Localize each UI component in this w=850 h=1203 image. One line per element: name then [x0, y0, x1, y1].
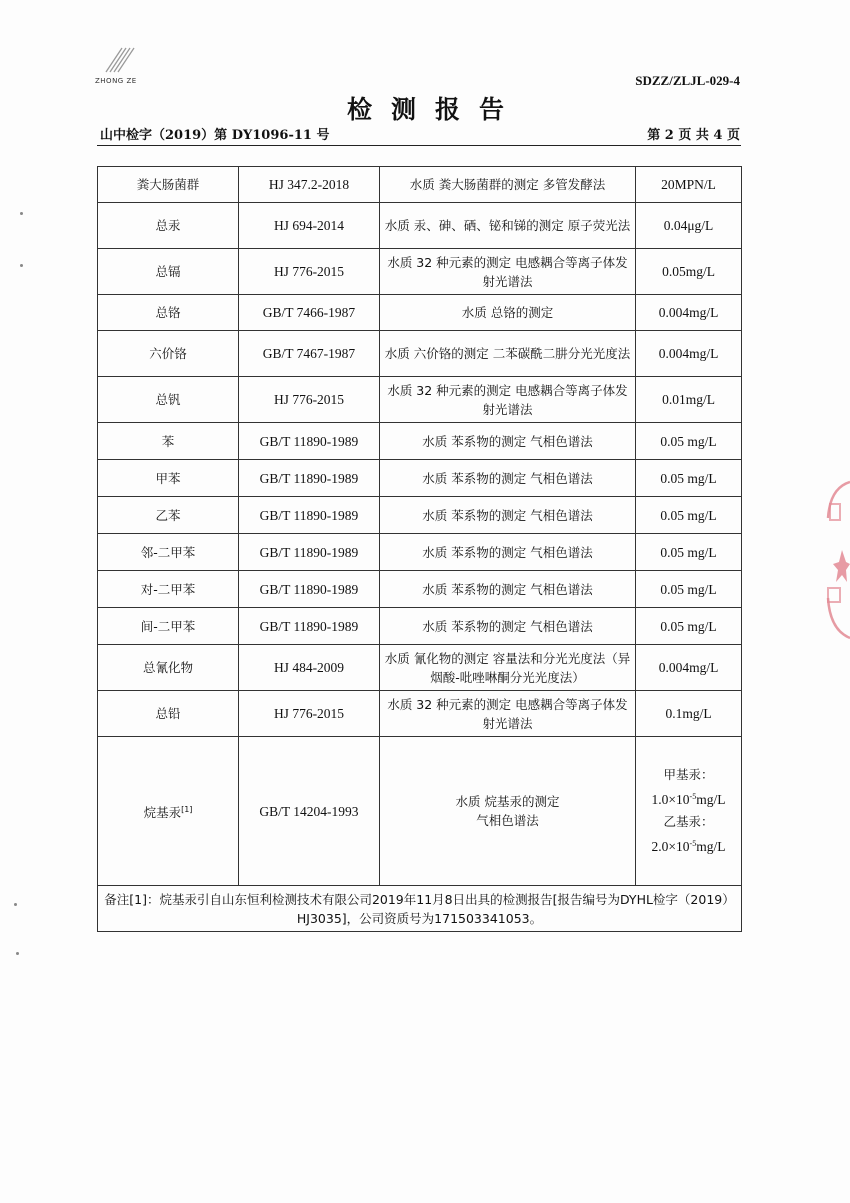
table-row [98, 737, 742, 886]
standard-cell: HJ 347.2-2018 [239, 167, 380, 203]
method-cell: 水质 烷基汞的测定 气相色谱法 [380, 737, 636, 886]
method-cell: 水质 苯系物的测定 气相色谱法 [380, 608, 636, 645]
parameter-cell: 间-二甲苯 [98, 608, 239, 645]
method-cell: 水质 苯系物的测定 气相色谱法 [380, 460, 636, 497]
method-cell: 水质 苯系物的测定 气相色谱法 [380, 534, 636, 571]
scan-mark [16, 952, 19, 955]
parameter-cell: 苯 [98, 423, 239, 460]
red-seal-stamp-icon [816, 478, 850, 643]
detection-limit-cell: 甲基汞： $1.0\times 10^{-5}mg/L$ 乙基汞： $2.0\times 10^{-5}mg/L$ [636, 737, 742, 886]
standard-cell: GB/T 11890-1989 [239, 608, 380, 645]
table-row [98, 203, 742, 249]
standard-cell: HJ 776-2015 [239, 249, 380, 295]
method-cell: 水质 氰化物的测定 容量法和分光光度法（异烟酸-吡唑啉酮分光光度法） [380, 645, 636, 691]
detection-limit-cell: 0.05 mg/L [636, 534, 742, 571]
standard-cell: GB/T 11890-1989 [239, 423, 380, 460]
parameter-cell: 六价铬 [98, 331, 239, 377]
standard-cell: GB/T 11890-1989 [239, 497, 380, 534]
parameter-cell: 烷基汞[1] [98, 737, 239, 886]
parameter-cell: 总钒 [98, 377, 239, 423]
standard-cell: GB/T 7466-1987 [239, 295, 380, 331]
detection-limit-cell: 0.05 mg/L [636, 423, 742, 460]
table-row [98, 249, 742, 295]
parameter-cell: 甲苯 [98, 460, 239, 497]
table-row [98, 423, 742, 460]
parameter-cell: 对-二甲苯 [98, 571, 239, 608]
detection-limit-cell: 0.004mg/L [636, 295, 742, 331]
method-cell: 水质 总铬的测定 [380, 295, 636, 331]
standard-cell: GB/T 11890-1989 [239, 460, 380, 497]
detection-limit-cell: 0.05 mg/L [636, 571, 742, 608]
parameter-cell: 总铬 [98, 295, 239, 331]
method-cell: 水质 32 种元素的测定 电感耦合等离子体发射光谱法 [380, 377, 636, 423]
method-cell: 水质 六价铬的测定 二苯碳酰二肼分光光度法 [380, 331, 636, 377]
detection-methods-table [97, 166, 742, 932]
method-cell: 水质 苯系物的测定 气相色谱法 [380, 423, 636, 460]
standard-cell: HJ 484-2009 [239, 645, 380, 691]
note-row [98, 886, 742, 932]
detection-limit-cell: 0.1mg/L [636, 691, 742, 737]
standard-cell: GB/T 11890-1989 [239, 534, 380, 571]
scan-mark [20, 264, 23, 267]
table-row [98, 645, 742, 691]
table-row [98, 295, 742, 331]
report-number: 山中检字（2019）第 DY1096-11 号 [100, 128, 330, 143]
table-row [98, 331, 742, 377]
table-row [98, 497, 742, 534]
detection-limit-cell: 0.05mg/L [636, 249, 742, 295]
table-row [98, 571, 742, 608]
standard-cell: GB/T 14204-1993 [239, 737, 380, 886]
table-row [98, 608, 742, 645]
table-row [98, 534, 742, 571]
method-cell: 水质 粪大肠菌群的测定 多管发酵法 [380, 167, 636, 203]
detection-limit-cell: 0.05 mg/L [636, 460, 742, 497]
standard-cell: HJ 776-2015 [239, 377, 380, 423]
standard-cell: GB/T 11890-1989 [239, 571, 380, 608]
method-cell: 水质 苯系物的测定 气相色谱法 [380, 497, 636, 534]
table-row [98, 167, 742, 203]
detection-limit-cell: 0.05 mg/L [636, 497, 742, 534]
detection-limit-cell: 0.004mg/L [636, 645, 742, 691]
header-divider [97, 145, 741, 146]
table-row [98, 460, 742, 497]
table-row [98, 377, 742, 423]
standard-cell: HJ 776-2015 [239, 691, 380, 737]
method-cell: 水质 苯系物的测定 气相色谱法 [380, 571, 636, 608]
standard-cell: GB/T 7467-1987 [239, 331, 380, 377]
document-code: SDZZ/ZLJL-029-4 [635, 73, 740, 88]
method-cell: 水质 汞、砷、硒、铋和锑的测定 原子荧光法 [380, 203, 636, 249]
table-row [98, 691, 742, 737]
parameter-cell: 总铅 [98, 691, 239, 737]
parameter-cell: 乙苯 [98, 497, 239, 534]
detection-limit-cell: 0.05 mg/L [636, 608, 742, 645]
scan-mark [20, 212, 23, 215]
page-title: 检测报告 [346, 95, 523, 124]
parameter-cell: 总汞 [98, 203, 239, 249]
parameter-cell: 粪大肠菌群 [98, 167, 239, 203]
parameter-cell: 邻-二甲苯 [98, 534, 239, 571]
parameter-cell: 总氰化物 [98, 645, 239, 691]
method-cell: 水质 32 种元素的测定 电感耦合等离子体发射光谱法 [380, 691, 636, 737]
note-text: 备注[1]：烷基汞引自山东恒利检测技术有限公司2019年11月8日出具的检测报告[报告编号为DYHL检字（2019）HJ3035]，公司资质号为171503341053。 [98, 886, 742, 932]
detection-limit-cell: 0.04μg/L [636, 203, 742, 249]
scan-mark [14, 903, 17, 906]
method-cell: 水质 32 种元素的测定 电感耦合等离子体发射光谱法 [380, 249, 636, 295]
page-number: 第 2 页 共 4 页 [647, 128, 740, 143]
standard-cell: HJ 694-2014 [239, 203, 380, 249]
detection-limit-cell: 0.01mg/L [636, 377, 742, 423]
logo-text: ZHONG ZE [95, 77, 137, 85]
detection-limit-cell: 0.004mg/L [636, 331, 742, 377]
detection-limit-cell: 20MPN/L [636, 167, 742, 203]
parameter-cell: 总镉 [98, 249, 239, 295]
